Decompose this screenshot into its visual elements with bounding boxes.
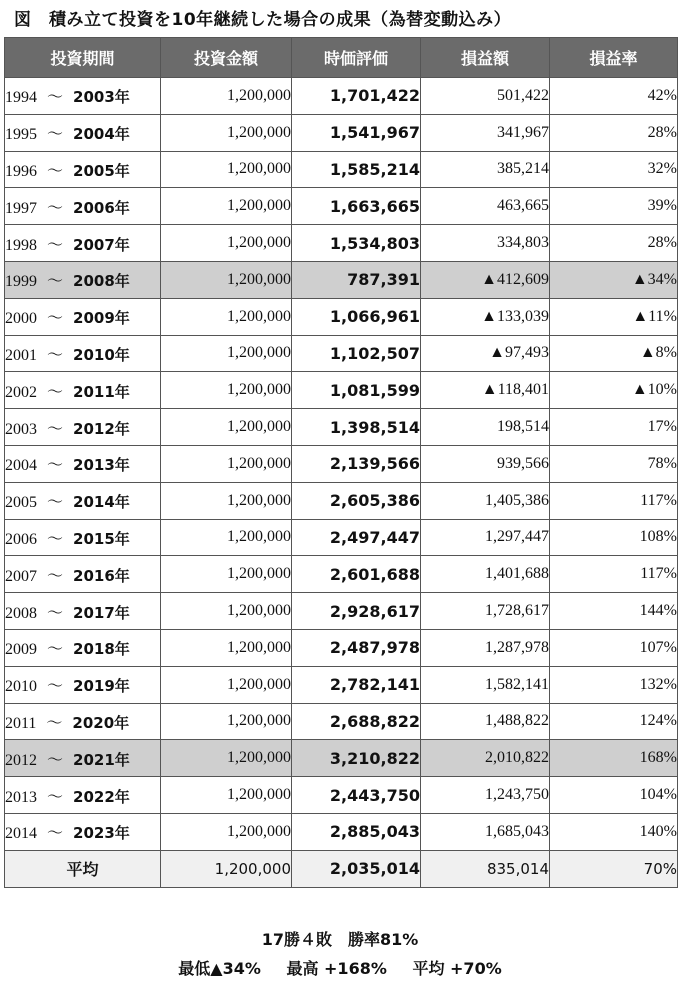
table-row <box>5 261 678 298</box>
period-end: 2010年 <box>73 345 130 364</box>
investment-cell: 1,200,000 <box>161 777 292 814</box>
period-separator: ～ <box>47 823 64 843</box>
rate-cell: 28% <box>550 114 678 151</box>
period-end: 2016年 <box>73 566 130 585</box>
investment-cell: 1,200,000 <box>161 482 292 519</box>
period-separator: ～ <box>47 602 64 622</box>
rate-cell: 78% <box>550 445 678 482</box>
period-separator: ～ <box>47 87 64 107</box>
period-separator: ～ <box>47 197 64 217</box>
investment-cell: 1,200,000 <box>161 298 292 335</box>
period-end: 2020年 <box>72 713 130 732</box>
gain-cell: 939,566 <box>421 445 550 482</box>
investment-cell: 1,200,000 <box>161 372 292 409</box>
investment-cell: 1,200,000 <box>161 151 292 188</box>
market-value-cell: 1,066,961 <box>292 298 421 335</box>
investment-cell: 1,200,000 <box>161 335 292 372</box>
table-row <box>5 225 678 262</box>
rate-cell: ▲34% <box>550 261 678 298</box>
rate-cell: 168% <box>550 740 678 777</box>
period-start: 2012 <box>5 751 37 769</box>
table-row <box>5 482 678 519</box>
market-value-cell: 2,605,386 <box>292 482 421 519</box>
rate-cell: 140% <box>550 813 678 850</box>
period-end: 2009年 <box>73 309 130 328</box>
period-start: 2006 <box>5 530 37 548</box>
period-end: 2007年 <box>73 235 130 254</box>
period-cell <box>5 261 161 298</box>
gain-cell: ▲118,401 <box>421 372 550 409</box>
period-cell <box>5 409 161 446</box>
period-separator: ～ <box>47 271 64 291</box>
header-gain: 損益額 <box>421 38 550 78</box>
table-row <box>5 298 678 335</box>
gain-cell: 1,243,750 <box>421 777 550 814</box>
period-separator: ～ <box>47 492 64 512</box>
table-row <box>5 556 678 593</box>
summary-avg: 平均 +70% <box>412 959 502 978</box>
period-cell <box>5 703 161 740</box>
period-separator: ～ <box>47 455 64 475</box>
period-end: 2013年 <box>73 456 130 475</box>
rate-cell: 132% <box>550 666 678 703</box>
investment-cell: 1,200,000 <box>161 188 292 225</box>
period-cell <box>5 777 161 814</box>
investment-cell: 1,200,000 <box>161 740 292 777</box>
period-cell <box>5 78 161 115</box>
rate-cell: 107% <box>550 629 678 666</box>
period-start: 1998 <box>5 236 37 254</box>
table-row <box>5 188 678 225</box>
market-value-cell: 1,081,599 <box>292 372 421 409</box>
investment-cell: 1,200,000 <box>161 703 292 740</box>
period-start: 2002 <box>5 383 37 401</box>
rate-cell: 117% <box>550 556 678 593</box>
period-cell <box>5 813 161 850</box>
period-cell <box>5 445 161 482</box>
period-cell <box>5 666 161 703</box>
period-separator: ～ <box>47 308 64 328</box>
market-value-cell: 1,102,507 <box>292 335 421 372</box>
period-start: 1997 <box>5 199 37 217</box>
win-loss-summary: 17勝４敗 勝率81% <box>261 930 419 949</box>
rate-cell: 42% <box>550 78 678 115</box>
figure-title: 図 積み立て投資を10年継続した場合の成果（為替変動込み） <box>14 10 512 30</box>
period-separator: ～ <box>47 344 64 364</box>
gain-cell: 198,514 <box>421 409 550 446</box>
period-start: 2009 <box>5 641 37 659</box>
period-start: 2005 <box>5 494 37 512</box>
period-end: 2012年 <box>73 419 130 438</box>
period-separator: ～ <box>46 712 63 732</box>
period-end: 2006年 <box>73 198 130 217</box>
average-rate: 70% <box>550 850 678 887</box>
gain-cell: 1,287,978 <box>421 629 550 666</box>
period-end: 2018年 <box>73 640 130 659</box>
gain-cell: 1,685,043 <box>421 813 550 850</box>
results-table <box>4 37 678 888</box>
period-separator: ～ <box>47 639 64 659</box>
period-cell <box>5 114 161 151</box>
period-cell <box>5 482 161 519</box>
period-separator: ～ <box>47 528 64 548</box>
investment-cell: 1,200,000 <box>161 78 292 115</box>
table-row <box>5 777 678 814</box>
header-market-value: 時価評価 <box>292 38 421 78</box>
period-start: 2000 <box>5 310 37 328</box>
market-value-cell: 2,782,141 <box>292 666 421 703</box>
period-start: 2004 <box>5 457 37 475</box>
investment-cell: 1,200,000 <box>161 666 292 703</box>
gain-cell: 334,803 <box>421 225 550 262</box>
period-separator: ～ <box>47 565 64 585</box>
period-end: 2019年 <box>73 677 130 696</box>
period-start: 2011 <box>5 714 37 732</box>
summary-min: 最低▲34% <box>178 959 261 978</box>
gain-cell: 1,401,688 <box>421 556 550 593</box>
market-value-cell: 1,585,214 <box>292 151 421 188</box>
header-investment: 投資金額 <box>161 38 292 78</box>
period-start: 2003 <box>5 420 37 438</box>
period-end: 2015年 <box>73 529 130 548</box>
period-cell <box>5 151 161 188</box>
period-start: 2008 <box>5 604 37 622</box>
rate-cell: 28% <box>550 225 678 262</box>
investment-cell: 1,200,000 <box>161 813 292 850</box>
average-investment: 1,200,000 <box>161 850 292 887</box>
rate-cell: 17% <box>550 409 678 446</box>
market-value-cell: 787,391 <box>292 261 421 298</box>
market-value-cell: 1,534,803 <box>292 225 421 262</box>
period-end: 2017年 <box>73 603 130 622</box>
period-cell <box>5 593 161 630</box>
rate-cell: 32% <box>550 151 678 188</box>
gain-cell: 1,405,386 <box>421 482 550 519</box>
period-separator: ～ <box>47 749 64 769</box>
period-end: 2008年 <box>73 272 130 291</box>
market-value-cell: 3,210,822 <box>292 740 421 777</box>
gain-cell: 2,010,822 <box>421 740 550 777</box>
header-row <box>5 38 678 78</box>
investment-cell: 1,200,000 <box>161 629 292 666</box>
investment-cell: 1,200,000 <box>161 556 292 593</box>
period-cell <box>5 298 161 335</box>
period-cell <box>5 740 161 777</box>
investment-cell: 1,200,000 <box>161 409 292 446</box>
period-end: 2011年 <box>73 382 130 401</box>
period-separator: ～ <box>47 676 64 696</box>
table-row <box>5 740 678 777</box>
table-row <box>5 519 678 556</box>
gain-cell: ▲412,609 <box>421 261 550 298</box>
period-end: 2022年 <box>73 787 130 806</box>
market-value-cell: 1,701,422 <box>292 78 421 115</box>
period-start: 2001 <box>5 346 37 364</box>
period-cell <box>5 372 161 409</box>
investment-cell: 1,200,000 <box>161 445 292 482</box>
table-row <box>5 666 678 703</box>
gain-cell: 1,297,447 <box>421 519 550 556</box>
table-row <box>5 445 678 482</box>
period-start: 2013 <box>5 788 37 806</box>
rate-cell: 124% <box>550 703 678 740</box>
period-cell <box>5 629 161 666</box>
gain-cell: 1,728,617 <box>421 593 550 630</box>
investment-cell: 1,200,000 <box>161 261 292 298</box>
table-row <box>5 151 678 188</box>
period-end: 2023年 <box>73 824 130 843</box>
market-value-cell: 2,139,566 <box>292 445 421 482</box>
table-row <box>5 372 678 409</box>
period-end: 2014年 <box>73 493 130 512</box>
summary-max: 最高 +168% <box>286 959 387 978</box>
min-max-avg-summary <box>0 956 680 979</box>
investment-cell: 1,200,000 <box>161 519 292 556</box>
gain-cell: 501,422 <box>421 78 550 115</box>
period-start: 1995 <box>5 126 37 144</box>
gain-cell: 1,582,141 <box>421 666 550 703</box>
period-start: 1999 <box>5 273 37 291</box>
market-value-cell: 2,601,688 <box>292 556 421 593</box>
table-row <box>5 813 678 850</box>
market-value-cell: 1,541,967 <box>292 114 421 151</box>
period-separator: ～ <box>47 418 64 438</box>
table-row <box>5 78 678 115</box>
period-end: 2005年 <box>73 161 130 180</box>
period-end: 2004年 <box>73 125 130 144</box>
rate-cell: ▲8% <box>550 335 678 372</box>
period-cell <box>5 335 161 372</box>
period-start: 1994 <box>5 89 37 107</box>
period-start: 1996 <box>5 162 37 180</box>
table-body <box>5 78 678 851</box>
period-cell <box>5 556 161 593</box>
period-end: 2003年 <box>73 88 130 107</box>
investment-cell: 1,200,000 <box>161 114 292 151</box>
rate-cell: 144% <box>550 593 678 630</box>
market-value-cell: 2,928,617 <box>292 593 421 630</box>
period-separator: ～ <box>47 124 64 144</box>
table-row <box>5 335 678 372</box>
gain-cell: ▲97,493 <box>421 335 550 372</box>
gain-cell: 341,967 <box>421 114 550 151</box>
table-row <box>5 593 678 630</box>
market-value-cell: 2,885,043 <box>292 813 421 850</box>
investment-cell: 1,200,000 <box>161 593 292 630</box>
table-row <box>5 114 678 151</box>
gain-cell: 1,488,822 <box>421 703 550 740</box>
average-value: 2,035,014 <box>292 850 421 887</box>
period-start: 2007 <box>5 567 37 585</box>
header-rate: 損益率 <box>550 38 678 78</box>
average-row <box>5 850 678 887</box>
market-value-cell: 1,398,514 <box>292 409 421 446</box>
investment-cell: 1,200,000 <box>161 225 292 262</box>
market-value-cell: 2,688,822 <box>292 703 421 740</box>
period-separator: ～ <box>47 381 64 401</box>
table-row <box>5 703 678 740</box>
table-row <box>5 629 678 666</box>
market-value-cell: 1,663,665 <box>292 188 421 225</box>
period-start: 2010 <box>5 678 37 696</box>
rate-cell: ▲11% <box>550 298 678 335</box>
rate-cell: 39% <box>550 188 678 225</box>
period-separator: ～ <box>47 786 64 806</box>
rate-cell: 108% <box>550 519 678 556</box>
period-cell <box>5 519 161 556</box>
gain-cell: 385,214 <box>421 151 550 188</box>
table-row <box>5 409 678 446</box>
market-value-cell: 2,497,447 <box>292 519 421 556</box>
period-separator: ～ <box>47 160 64 180</box>
period-end: 2021年 <box>73 750 130 769</box>
gain-cell: 463,665 <box>421 188 550 225</box>
rate-cell: ▲10% <box>550 372 678 409</box>
average-label: 平均 <box>5 850 161 887</box>
period-start: 2014 <box>5 825 37 843</box>
gain-cell: ▲133,039 <box>421 298 550 335</box>
rate-cell: 117% <box>550 482 678 519</box>
header-period: 投資期間 <box>5 38 161 78</box>
period-separator: ～ <box>47 234 64 254</box>
market-value-cell: 2,487,978 <box>292 629 421 666</box>
period-cell <box>5 225 161 262</box>
market-value-cell: 2,443,750 <box>292 777 421 814</box>
rate-cell: 104% <box>550 777 678 814</box>
period-cell <box>5 188 161 225</box>
average-gain: 835,014 <box>421 850 550 887</box>
